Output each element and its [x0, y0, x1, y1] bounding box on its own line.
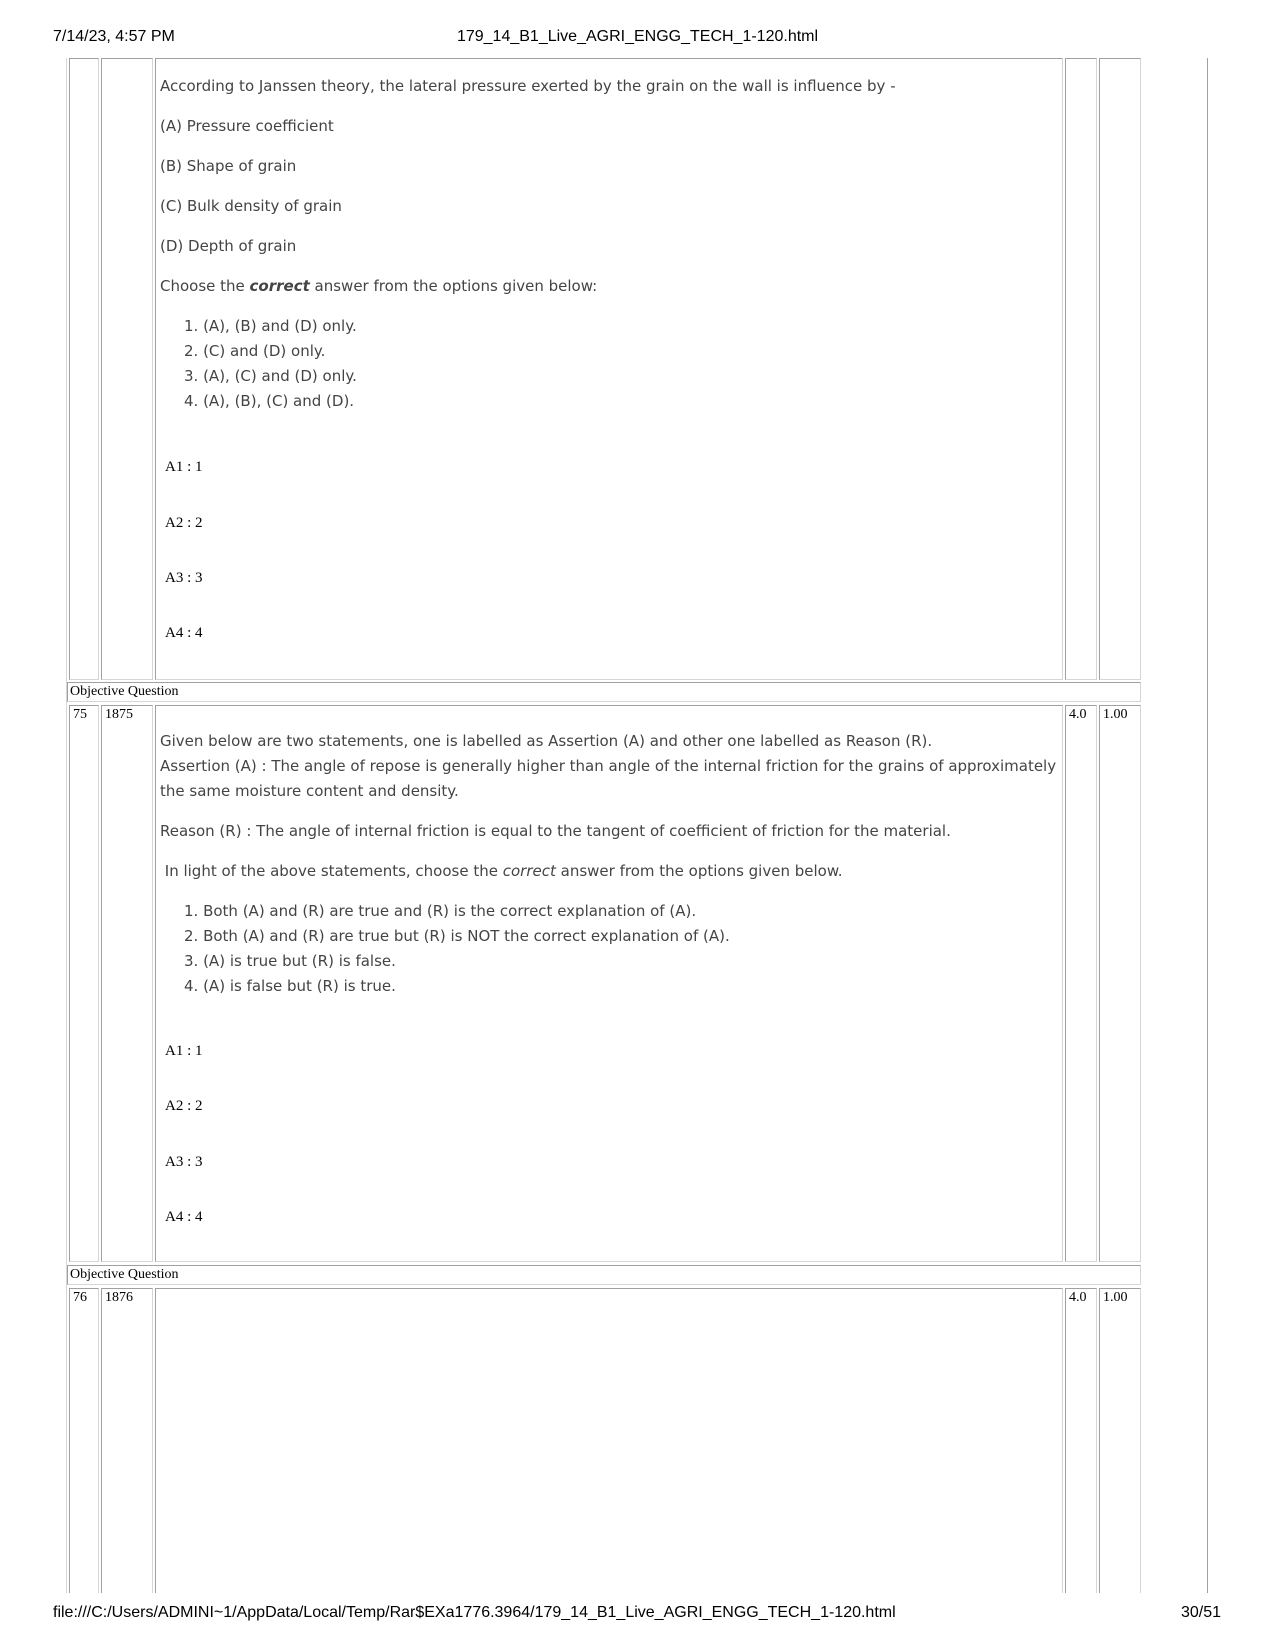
print-file-path: file:///C:/Users/ADMINI~1/AppData/Local/Temp/Rar$EXa1776.3964/179_14_B1_Live_AGRI_ENGG_TECH_1-120.html — [53, 1604, 896, 1621]
q76-qid: 1876 — [101, 1288, 153, 1593]
q75-answer: A4 : 4 — [165, 1209, 203, 1225]
q74-statement-d: (D) Depth of grain — [160, 237, 297, 255]
q74-option: 4. (A), (B), (C) and (D). — [184, 392, 355, 410]
q74-option: 1. (A), (B) and (D) only. — [184, 317, 357, 335]
q76-marks: 4.0 — [1065, 1288, 1097, 1593]
q74-options — [160, 314, 1058, 414]
q76-sno: 76 — [69, 1288, 99, 1593]
q74-instruction-em: correct — [249, 277, 310, 295]
q74-option: 3. (A), (C) and (D) only. — [184, 367, 357, 385]
q74-qid-cell — [101, 58, 153, 680]
q75-option: 2. Both (A) and (R) are true but (R) is NOT the correct explanation of (A). — [184, 927, 730, 945]
q75-negative-marks: 1.00 — [1099, 705, 1141, 1262]
q75-option: 3. (A) is true but (R) is false. — [184, 952, 396, 970]
q75-question — [160, 729, 1060, 999]
q75-option: 1. Both (A) and (R) are true and (R) is the correct explanation of (A). — [184, 902, 697, 920]
print-datetime: 7/14/23, 4:57 PM — [53, 28, 175, 45]
q75-marks: 4.0 — [1065, 705, 1097, 1262]
q74-statement-a: (A) Pressure coefficient — [160, 117, 334, 135]
q75-qid: 1875 — [101, 705, 153, 1262]
q74-neg-cell — [1099, 58, 1141, 680]
q74-stem: According to Janssen theory, the lateral pressure exerted by the grain on the wall is influence by - — [160, 77, 896, 95]
print-footer — [0, 1604, 1275, 1634]
q75-answer: A2 : 2 — [165, 1098, 203, 1114]
section-label: Objective Question — [67, 682, 1141, 702]
q75-option: 4. (A) is false but (R) is true. — [184, 977, 396, 995]
q74-answer: A2 : 2 — [165, 515, 203, 531]
print-header — [0, 28, 1275, 58]
q75-assertion: Assertion (A) : The angle of repose is generally higher than angle of the internal friction for the grains of approximately the same moisture content and density. — [160, 757, 1057, 800]
q74-answer: A3 : 3 — [165, 570, 203, 586]
q74-option: 2. (C) and (D) only. — [184, 342, 326, 360]
q74-question — [160, 74, 1058, 414]
q74-instruction — [160, 274, 1058, 299]
q74-marks-cell — [1065, 58, 1097, 680]
q75-instruction-em: correct — [502, 862, 556, 880]
q74-instruction-pre: Choose the — [160, 277, 250, 295]
q75-reason: Reason (R) : The angle of internal friction is equal to the tangent of coefficient of friction for the material. — [160, 822, 951, 840]
q74-answer: A4 : 4 — [165, 625, 203, 641]
q74-statement-c: (C) Bulk density of grain — [160, 197, 342, 215]
section-label: Objective Question — [67, 1265, 1141, 1285]
q75-answer: A1 : 1 — [165, 1043, 203, 1059]
q75-answer: A3 : 3 — [165, 1154, 203, 1170]
q74-sno-cell — [69, 58, 99, 680]
q74-answer: A1 : 1 — [165, 459, 203, 475]
print-page-number: 30/51 — [1180, 1604, 1221, 1621]
q76-negative-marks: 1.00 — [1099, 1288, 1141, 1593]
q74-statement-b: (B) Shape of grain — [160, 157, 297, 175]
q75-sno: 75 — [69, 705, 99, 1262]
q75-options — [160, 899, 1060, 999]
q75-instruction-post: answer from the options given below. — [555, 862, 843, 880]
q74-instruction-post: answer from the options given below: — [309, 277, 598, 295]
q76-body-cell — [155, 1288, 1063, 1593]
q75-instruction — [160, 859, 1060, 884]
print-title: 179_14_B1_Live_AGRI_ENGG_TECH_1-120.html — [456, 28, 819, 45]
q75-instruction-pre: In light of the above statements, choose the — [160, 862, 503, 880]
q75-intro: Given below are two statements, one is labelled as Assertion (A) and other one labelled as Reason (R). — [160, 732, 933, 750]
